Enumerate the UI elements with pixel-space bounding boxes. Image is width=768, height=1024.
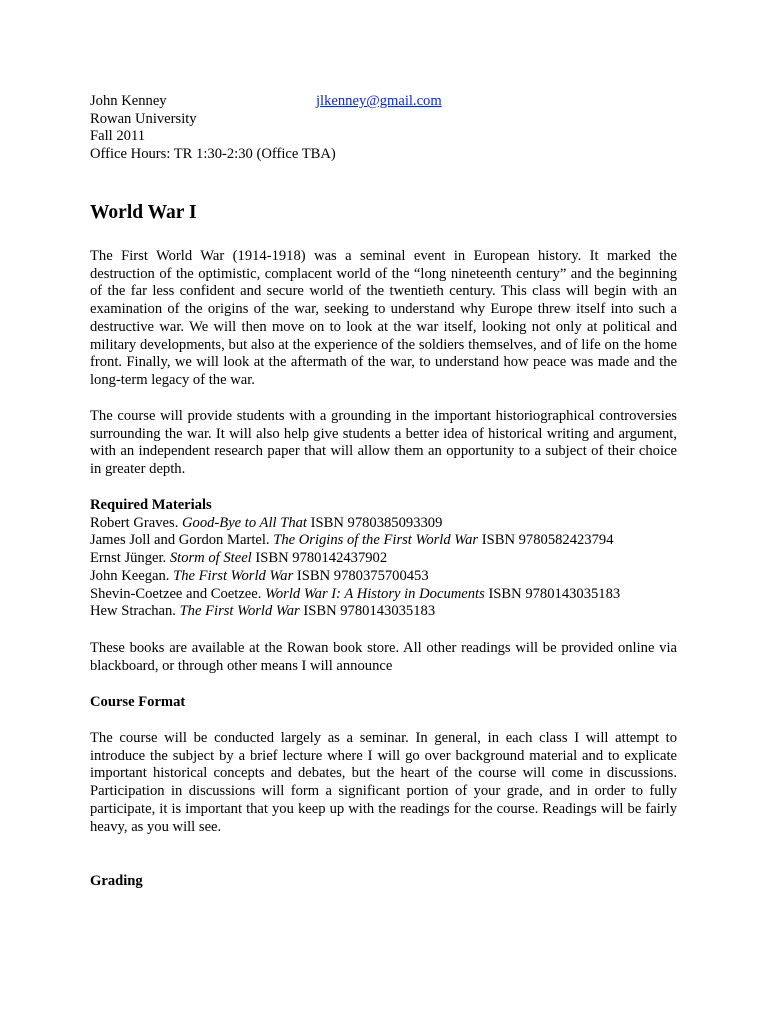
book-isbn: ISBN 9780143035183 bbox=[484, 585, 621, 602]
grading-heading: Grading bbox=[90, 873, 143, 889]
book-author: John Keegan. bbox=[90, 567, 174, 584]
course-text: The course will provide students with a grounding in the important historiographical controversies surrounding the war. It will also help give students a better idea of historical writing and argument, with an independent research paper that will allow them an opportunity to a subject of their choice in greater depth. bbox=[90, 408, 677, 478]
book-title: The First World War bbox=[173, 567, 294, 584]
book-title: The First World War bbox=[179, 603, 300, 620]
university-name: Rowan University bbox=[90, 110, 197, 127]
course-format-text: The course will be conducted largely as a seminar. In general, in each class I will attempt to introduce the subject by a brief lecture where I will go over background material and to explicate important historical concepts and debates, but the heart of the course will come in discussions. Participation in discussions will form a significant portion of your grade, and in order to fully participate, it is important that you keep up with the readings for the course. Readings will be fairly heavy, as you will see. bbox=[90, 730, 677, 835]
course-format-heading: Course Format bbox=[90, 694, 186, 710]
course-paragraph bbox=[90, 408, 677, 479]
book-list bbox=[90, 515, 677, 621]
book-isbn: ISBN 9780142437902 bbox=[251, 550, 388, 567]
instructor-name: John Kenney bbox=[90, 93, 167, 109]
book-title: World War I: A History in Documents bbox=[265, 585, 485, 602]
book-title: The Origins of the First World War bbox=[273, 532, 479, 549]
required-materials-section bbox=[90, 497, 677, 621]
intro-text: The First World War (1914-1918) was a seminal event in European history. It marked the destruction of the optimistic, complacent world of the “long nineteenth century” and the beginning of the far less confident and secure world of the twentieth century. This class will begin with an examination of the origins of the war, seeking to understand why Europe threw itself into such a destructive war. We will then move on to look at the war itself, looking not only at political and military developments, but also at the experience of the soldiers themselves, and of life on the home front. Finally, we will look at the aftermath of the war, to understand how peace was made and the long-term legacy of the war. bbox=[90, 248, 677, 388]
book-author: Shevin-Coetzee and Coetzee. bbox=[90, 585, 266, 602]
course-format-section bbox=[90, 694, 677, 712]
book-author: James Joll and Gordon Martel. bbox=[90, 532, 274, 549]
required-materials-heading: Required Materials bbox=[90, 497, 212, 513]
office-hours: Office Hours: TR 1:30-2:30 (Office TBA) bbox=[90, 146, 336, 163]
grading-section bbox=[90, 873, 677, 891]
term: Fall 2011 bbox=[90, 128, 145, 145]
book-title: Storm of Steel bbox=[169, 550, 252, 567]
availability-paragraph bbox=[90, 640, 677, 675]
book-item bbox=[90, 550, 677, 568]
book-author: Hew Strachan. bbox=[90, 603, 180, 620]
course-format-paragraph bbox=[90, 730, 677, 836]
book-item bbox=[90, 603, 677, 621]
book-isbn: ISBN 9780375700453 bbox=[293, 567, 429, 584]
book-isbn: ISBN 9780582423794 bbox=[478, 532, 614, 549]
book-author: Robert Graves. bbox=[90, 514, 182, 531]
book-item bbox=[90, 532, 677, 550]
book-item bbox=[90, 586, 677, 604]
book-item bbox=[90, 568, 677, 586]
intro-paragraph bbox=[90, 248, 677, 390]
book-isbn: ISBN 9780143035183 bbox=[299, 603, 436, 620]
book-author: Ernst Jünger. bbox=[90, 550, 170, 567]
book-item bbox=[90, 515, 677, 533]
availability-text: These books are available at the Rowan book store. All other readings will be provided online via blackboard, or through other means I will announce bbox=[90, 640, 677, 674]
instructor-email-link[interactable]: jlkenney@gmail.com bbox=[316, 93, 442, 109]
book-title: Good-Bye to All That bbox=[182, 514, 307, 531]
course-title: World War I bbox=[90, 202, 197, 223]
book-isbn: ISBN 9780385093309 bbox=[306, 514, 443, 531]
